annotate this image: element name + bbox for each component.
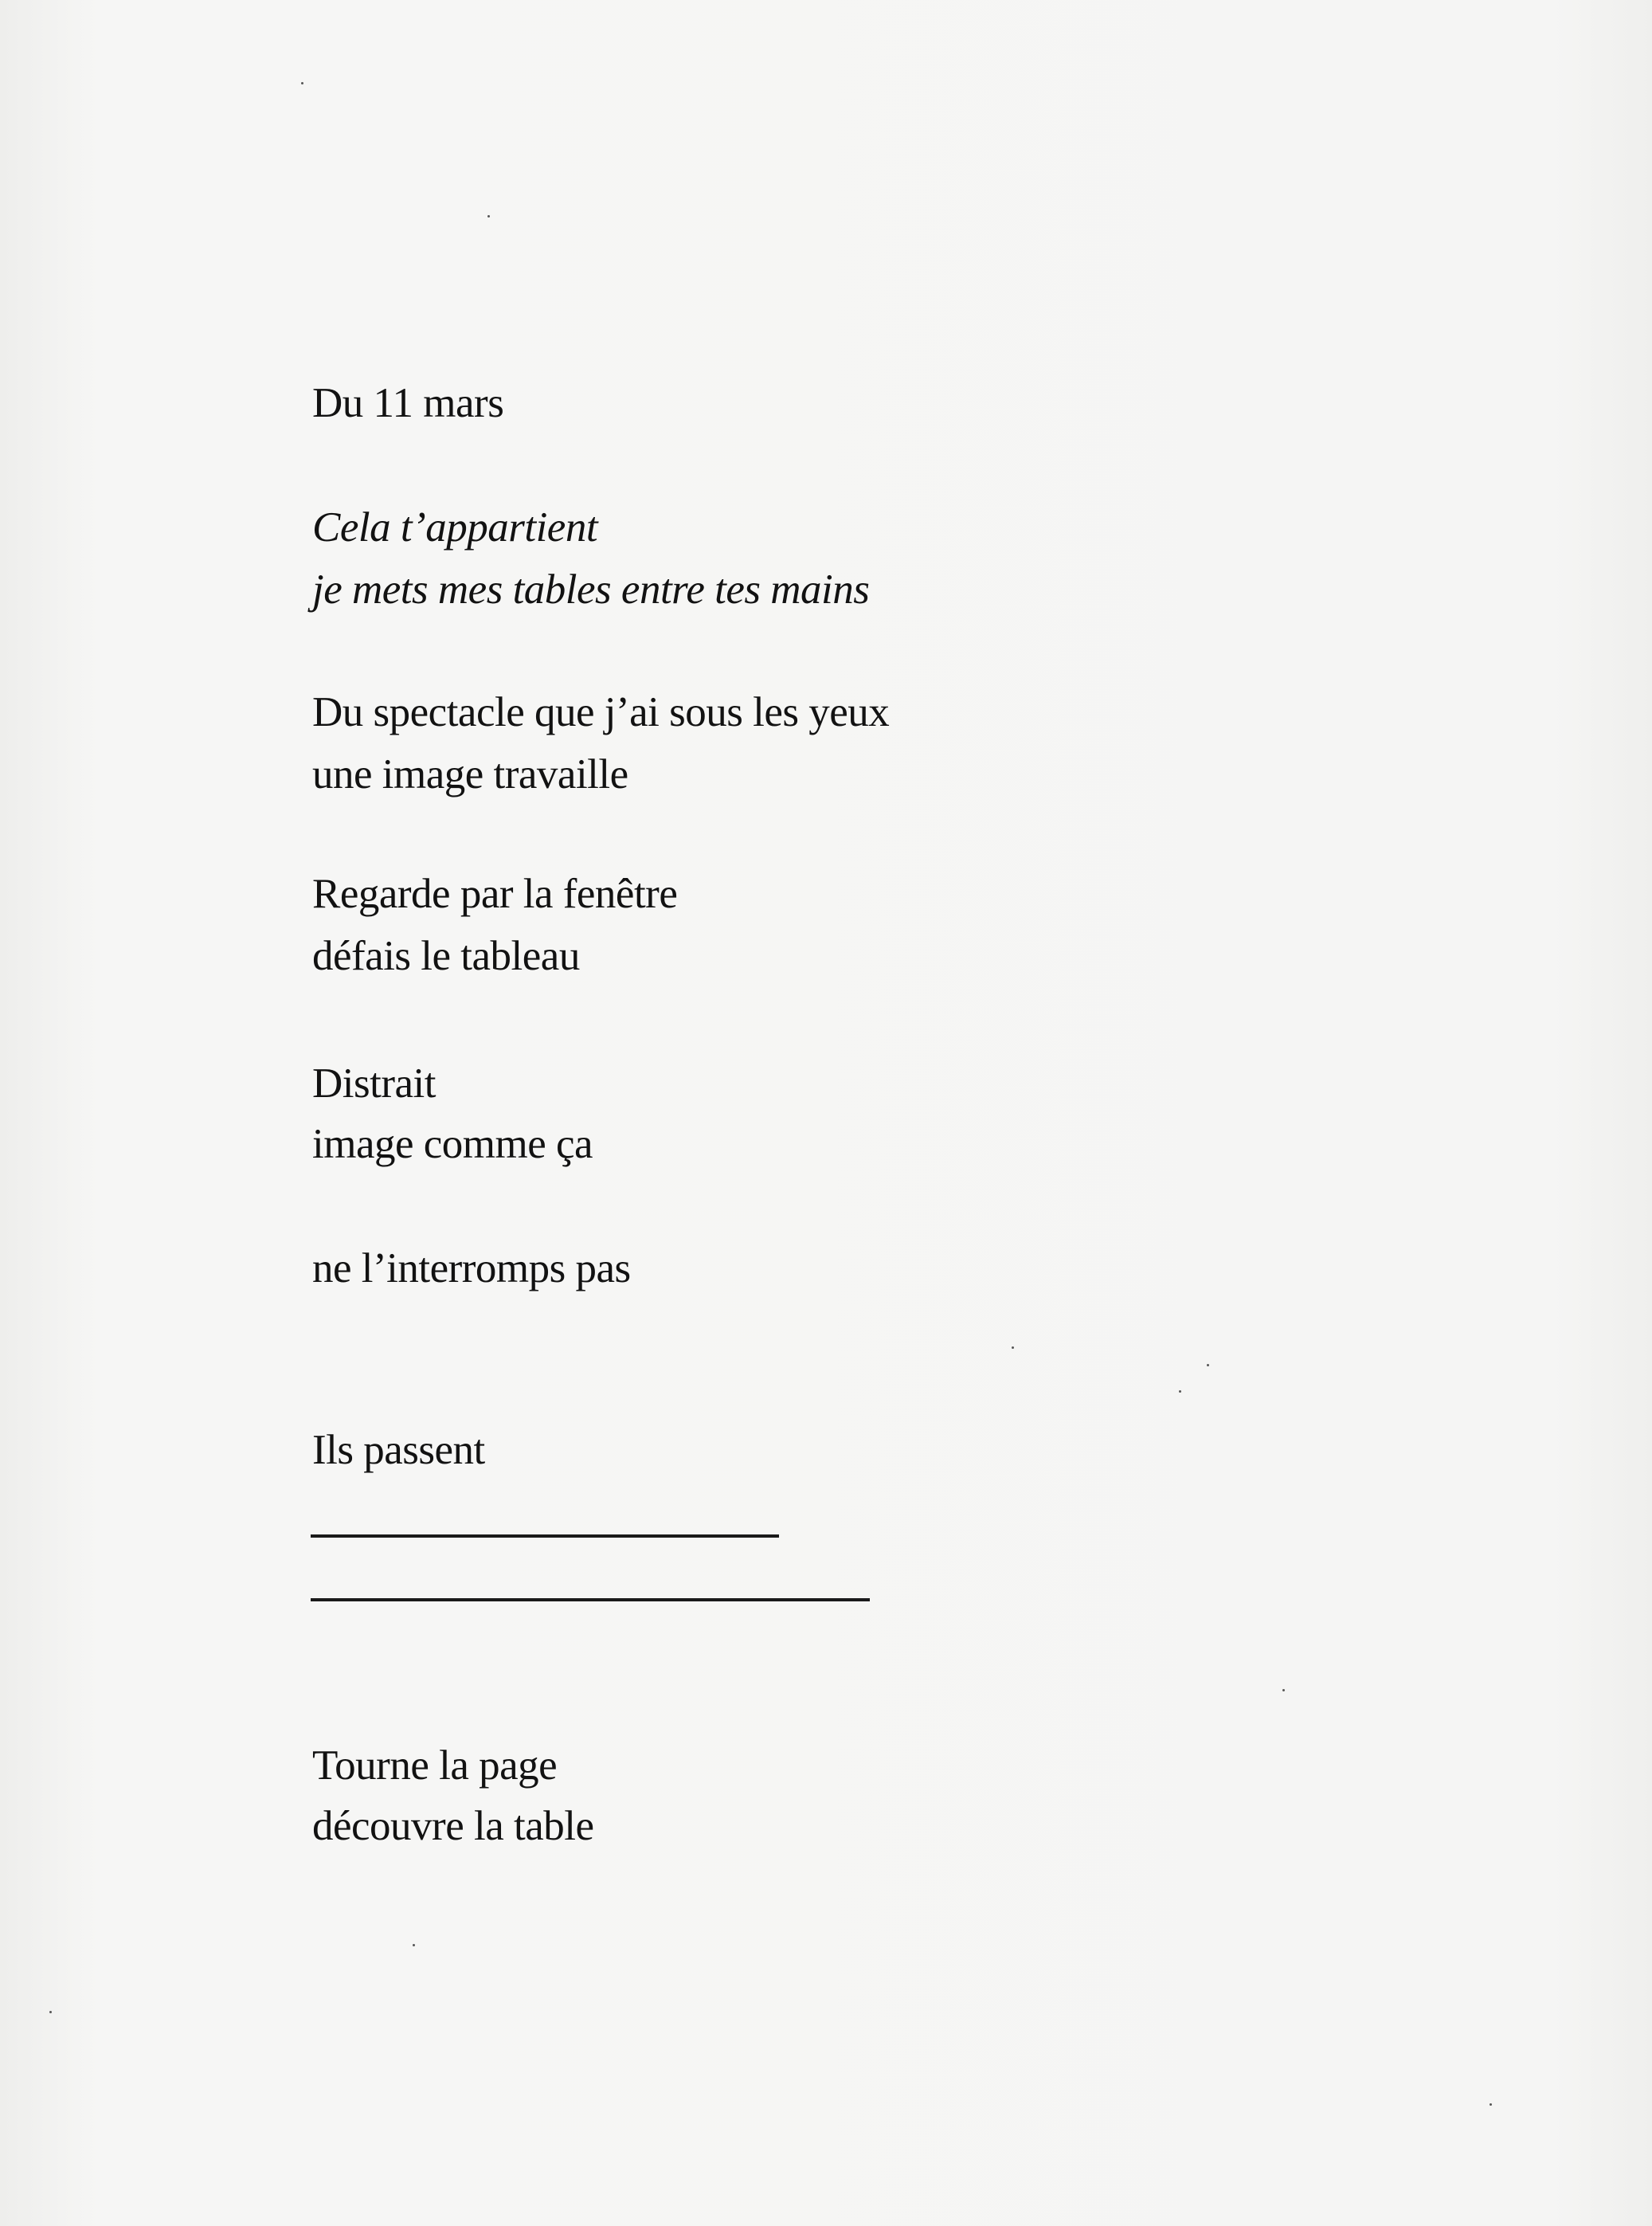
stanza1-line2: je mets mes tables entre tes mains <box>312 566 870 613</box>
stanza1-line1: Cela t’appartient <box>312 504 598 551</box>
paper-speck <box>1207 1364 1209 1366</box>
paper-speck <box>1012 1346 1014 1349</box>
stanza3-line2: défais le tableau <box>312 933 580 979</box>
paper-speck <box>413 1944 415 1946</box>
stanza5-line1: ne l’interromps pas <box>312 1245 631 1291</box>
poem-title: Du 11 mars <box>312 380 504 426</box>
paper-speck <box>1282 1689 1285 1691</box>
paper-speck <box>487 215 490 218</box>
stanza6-line1: Ils passent <box>312 1427 485 1473</box>
stanza4-line1: Distrait <box>312 1060 436 1107</box>
stanza4-line2: image comme ça <box>312 1121 593 1167</box>
paper-speck <box>1490 2103 1492 2106</box>
stanza3-line1: Regarde par la fenêtre <box>312 871 678 917</box>
horizontal-rule-short <box>311 1534 779 1538</box>
horizontal-rule-long <box>311 1598 870 1601</box>
stanza2-line1: Du spectacle que j’ai sous les yeux <box>312 689 890 735</box>
stanza7-line2: découvre la table <box>312 1803 594 1849</box>
paper-speck <box>1179 1390 1181 1393</box>
paper-speck <box>301 82 303 84</box>
paper-speck <box>49 2011 52 2013</box>
stanza7-line1: Tourne la page <box>312 1742 558 1789</box>
stanza2-line2: une image travaille <box>312 751 628 798</box>
